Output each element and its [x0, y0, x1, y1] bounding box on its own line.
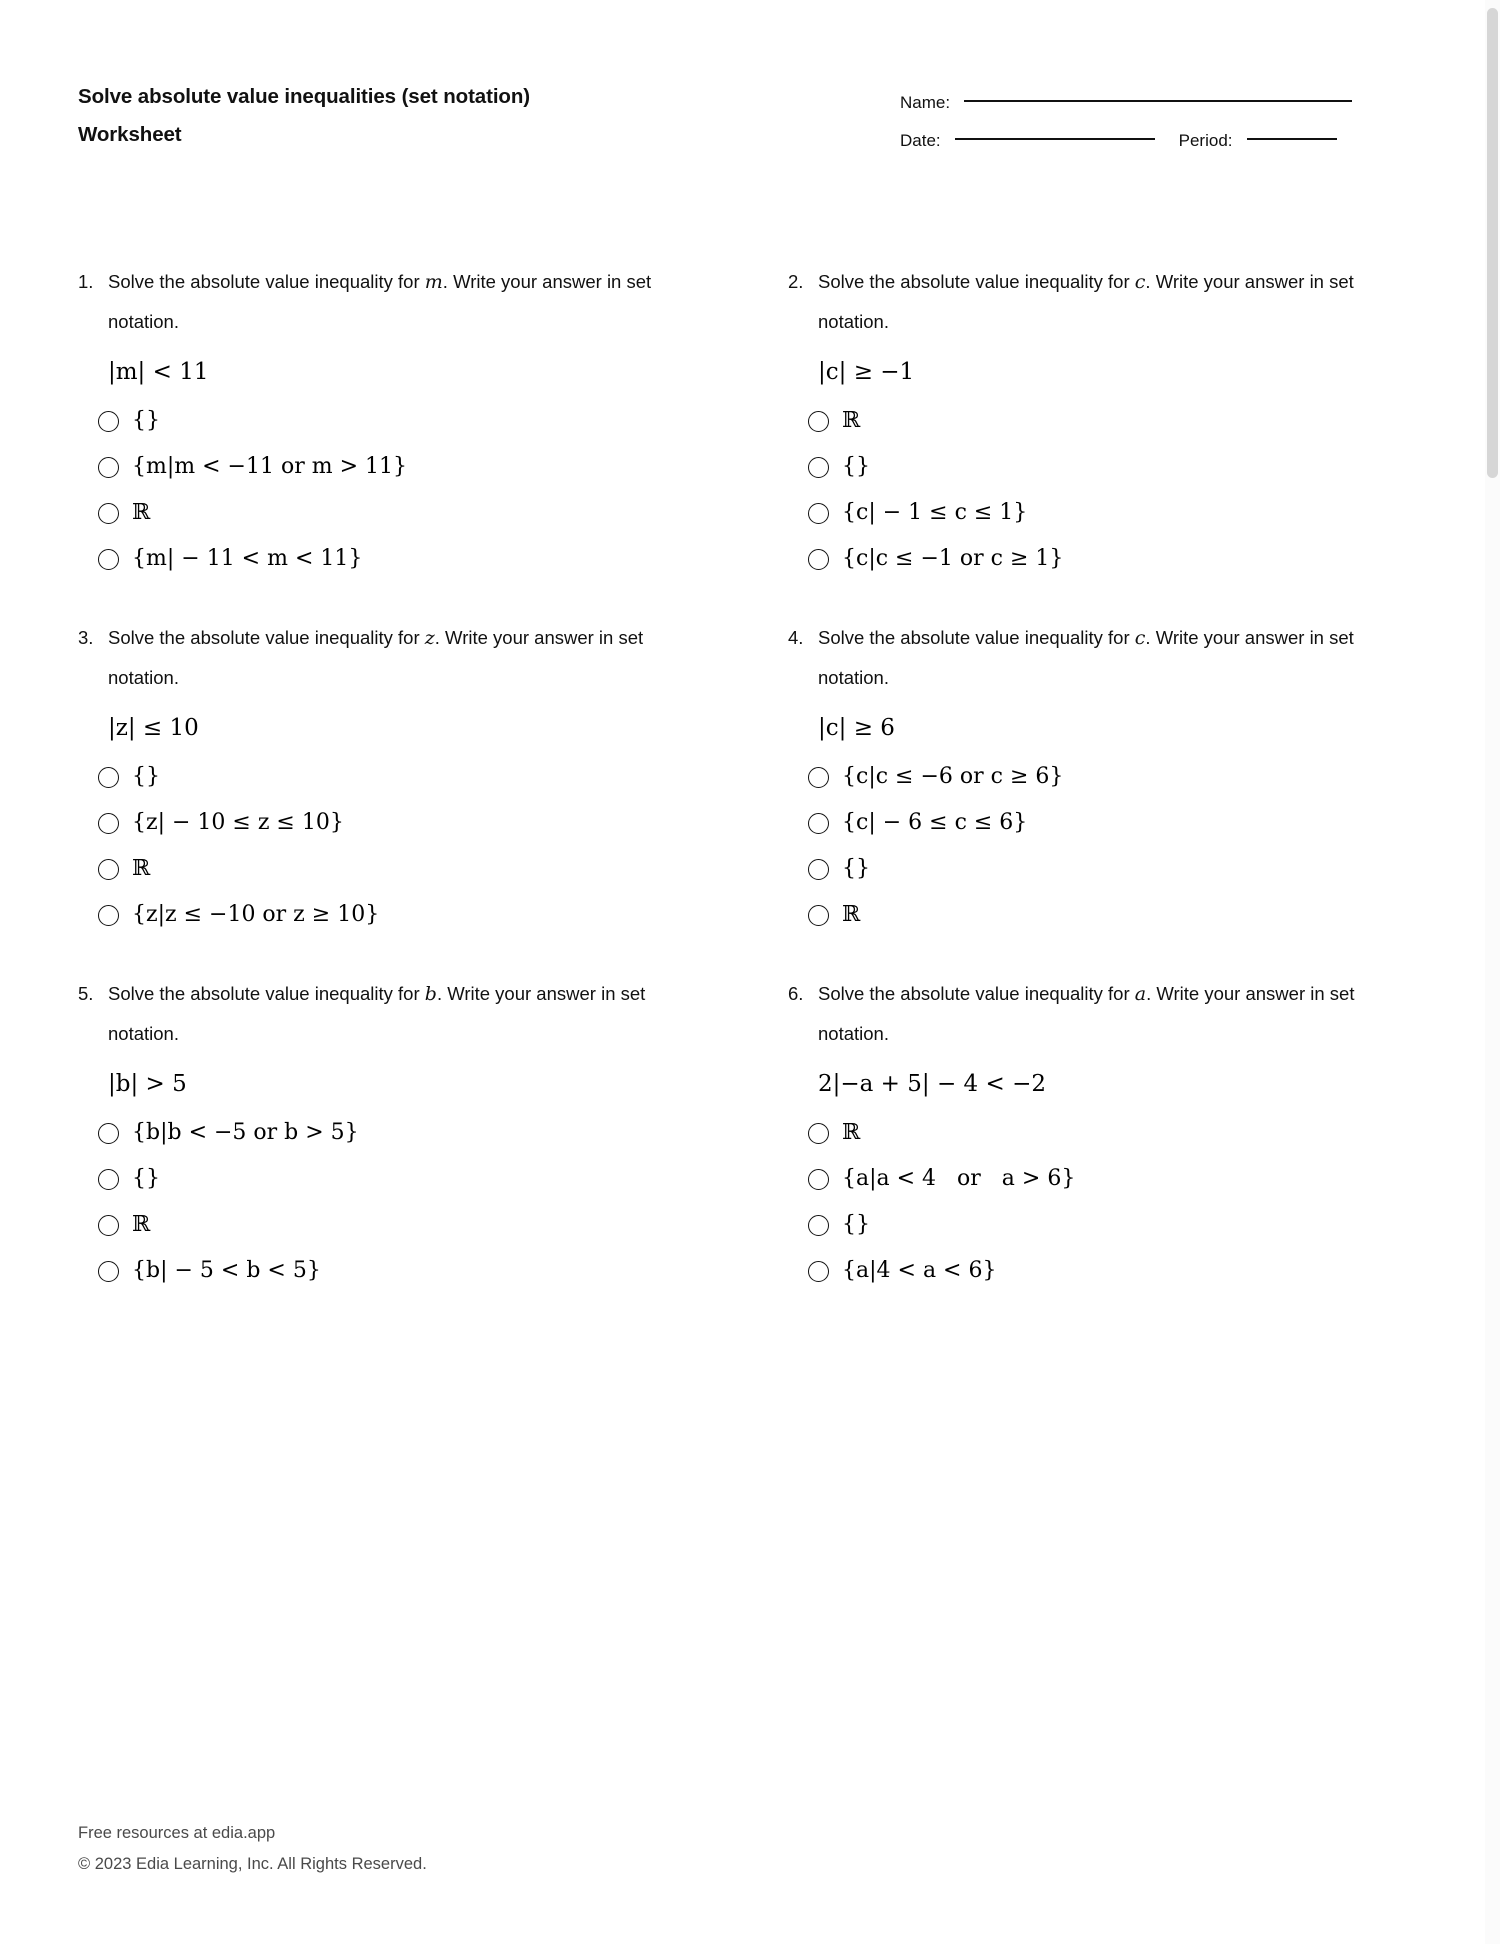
question-4-choices	[788, 754, 1448, 938]
date-period-row	[900, 122, 1420, 160]
question-2-choice-4-label: {c|c ≤ −1 or c ≥ 1}	[842, 546, 1064, 571]
question-6-choice-4[interactable]	[808, 1248, 1448, 1294]
question-5-choice-3-label: ℝ	[132, 1212, 151, 1237]
worksheet-title-line-1: Solve absolute value inequalities (set notation)	[78, 85, 530, 108]
question-3-prompt-after: . Write your answer in set notation.	[108, 627, 644, 688]
question-2-choice-2[interactable]	[808, 444, 1448, 490]
question-4-choice-4-label: ℝ	[842, 902, 861, 927]
radio-icon[interactable]	[808, 1169, 829, 1190]
question-2-variable: c	[1134, 271, 1146, 293]
question-3-choice-2[interactable]	[98, 800, 738, 846]
radio-icon[interactable]	[808, 859, 829, 880]
question-1-expression: |m| < 11	[108, 359, 209, 385]
question-2-choice-1-label: ℝ	[842, 408, 861, 433]
name-row	[900, 84, 1420, 122]
radio-icon[interactable]	[98, 549, 119, 570]
question-3-text	[108, 618, 698, 698]
question-1-variable: m	[424, 271, 443, 293]
radio-icon[interactable]	[808, 1215, 829, 1236]
question-1-choice-2[interactable]	[98, 444, 738, 490]
question-4-text	[818, 618, 1408, 698]
page-title	[78, 78, 718, 154]
question-5-choice-3[interactable]	[98, 1202, 738, 1248]
question-1-prompt-after: . Write your answer in set notation.	[108, 271, 652, 332]
radio-icon[interactable]	[808, 457, 829, 478]
radio-icon[interactable]	[98, 767, 119, 788]
question-1-prompt	[78, 262, 738, 342]
footer-resources-line: Free resources at edia.app	[78, 1824, 276, 1842]
name-label: Name:	[900, 93, 951, 112]
question-3-variable: z	[424, 627, 435, 649]
question-2-prompt-before: Solve the absolute value inequality for	[818, 271, 1135, 292]
question-3-prompt-before: Solve the absolute value inequality for	[108, 627, 425, 648]
question-6-choice-1-label: ℝ	[842, 1120, 861, 1145]
question-5-expression: |b| > 5	[108, 1071, 187, 1097]
question-1-choice-4[interactable]	[98, 536, 738, 582]
question-6-number: 6.	[788, 983, 804, 1004]
question-2-choice-2-label: {}	[842, 454, 870, 479]
question-2-choice-3-label: {c| − 1 ≤ c ≤ 1}	[842, 500, 1028, 525]
question-5-variable: b	[424, 983, 437, 1005]
question-5-prompt-after: . Write your answer in set notation.	[108, 983, 646, 1044]
question-2-text	[818, 262, 1408, 342]
question-5-choice-1-label: {b|b < −5 or b > 5}	[132, 1120, 359, 1145]
question-3-choice-4[interactable]	[98, 892, 738, 938]
question-2-choice-1[interactable]	[808, 398, 1448, 444]
question-6	[788, 974, 1448, 1294]
question-4-prompt	[788, 618, 1448, 698]
footer-copyright-line: © 2023 Edia Learning, Inc. All Rights Reserved.	[78, 1855, 427, 1873]
question-3	[78, 618, 738, 938]
question-6-choice-3-label: {}	[842, 1212, 870, 1237]
question-4-number: 4.	[788, 627, 804, 648]
question-5-text	[108, 974, 698, 1054]
question-1-prompt-before: Solve the absolute value inequality for	[108, 271, 425, 292]
question-4-choice-3[interactable]	[808, 846, 1448, 892]
radio-icon[interactable]	[808, 813, 829, 834]
radio-icon[interactable]	[98, 1215, 119, 1236]
question-3-choice-1-label: {}	[132, 764, 160, 789]
question-4-prompt-after: . Write your answer in set notation.	[818, 627, 1354, 688]
question-5-choice-2-label: {}	[132, 1166, 160, 1191]
date-label: Date:	[900, 131, 941, 150]
radio-icon[interactable]	[98, 457, 119, 478]
radio-icon[interactable]	[808, 1123, 829, 1144]
radio-icon[interactable]	[808, 503, 829, 524]
question-1-choice-1-label: {}	[132, 408, 160, 433]
question-4	[788, 618, 1448, 938]
question-4-variable: c	[1134, 627, 1146, 649]
question-5-number: 5.	[78, 983, 94, 1004]
question-6-choice-4-label: {a|4 < a < 6}	[842, 1258, 997, 1283]
question-3-choice-1[interactable]	[98, 754, 738, 800]
question-3-choice-2-label: {z| − 10 ≤ z ≤ 10}	[132, 810, 344, 835]
question-4-prompt-before: Solve the absolute value inequality for	[818, 627, 1135, 648]
question-1-choice-4-label: {m| − 11 < m < 11}	[132, 546, 363, 571]
question-2-choice-4[interactable]	[808, 536, 1448, 582]
period-input-line[interactable]	[1247, 138, 1337, 140]
question-6-expression: 2|−a + 5| − 4 < −2	[818, 1071, 1046, 1097]
question-2-choice-3[interactable]	[808, 490, 1448, 536]
name-input-line[interactable]	[964, 100, 1352, 102]
question-1-text	[108, 262, 698, 342]
question-5-choice-4-label: {b| − 5 < b < 5}	[132, 1258, 321, 1283]
worksheet-header	[0, 0, 1485, 180]
radio-icon[interactable]	[808, 767, 829, 788]
question-5-choice-1[interactable]	[98, 1110, 738, 1156]
question-6-text	[818, 974, 1408, 1054]
vertical-scrollbar[interactable]	[1485, 0, 1500, 1944]
student-info-block	[900, 84, 1420, 160]
question-6-choice-3[interactable]	[808, 1202, 1448, 1248]
question-4-choice-2-label: {c| − 6 ≤ c ≤ 6}	[842, 810, 1028, 835]
question-2-number: 2.	[788, 271, 804, 292]
question-2-prompt-after: . Write your answer in set notation.	[818, 271, 1354, 332]
question-6-prompt-after: . Write your answer in set notation.	[818, 983, 1355, 1044]
question-6-variable: a	[1134, 983, 1147, 1005]
radio-icon[interactable]	[98, 859, 119, 880]
question-2-prompt	[788, 262, 1448, 342]
question-4-choice-2[interactable]	[808, 800, 1448, 846]
question-3-choices	[78, 754, 738, 938]
question-2	[788, 262, 1448, 582]
question-4-choice-3-label: {}	[842, 856, 870, 881]
question-3-expression: |z| ≤ 10	[108, 715, 199, 741]
question-1-choice-1[interactable]	[98, 398, 738, 444]
question-4-choice-1[interactable]	[808, 754, 1448, 800]
question-2-expression: |c| ≥ −1	[818, 359, 915, 385]
radio-icon[interactable]	[808, 549, 829, 570]
question-3-number: 3.	[78, 627, 94, 648]
question-3-choice-4-label: {z|z ≤ −10 or z ≥ 10}	[132, 902, 380, 927]
question-5-choice-4[interactable]	[98, 1248, 738, 1294]
question-5-prompt-before: Solve the absolute value inequality for	[108, 983, 425, 1004]
radio-icon[interactable]	[98, 1123, 119, 1144]
question-1-number: 1.	[78, 271, 94, 292]
question-3-choice-3-label: ℝ	[132, 856, 151, 881]
radio-icon[interactable]	[808, 1261, 829, 1282]
question-1-choice-3-label: ℝ	[132, 500, 151, 525]
question-5	[78, 974, 738, 1294]
question-5-choices	[78, 1110, 738, 1294]
period-label: Period:	[1178, 131, 1233, 150]
question-6-prompt	[788, 974, 1448, 1054]
question-1-choice-3[interactable]	[98, 490, 738, 536]
question-4-choice-4[interactable]	[808, 892, 1448, 938]
radio-icon[interactable]	[98, 905, 119, 926]
radio-icon[interactable]	[98, 1169, 119, 1190]
question-6-prompt-before: Solve the absolute value inequality for	[818, 983, 1135, 1004]
question-2-choices	[788, 398, 1448, 582]
radio-icon[interactable]	[98, 813, 119, 834]
question-6-choice-1[interactable]	[808, 1110, 1448, 1156]
question-6-choices	[788, 1110, 1448, 1294]
question-5-prompt	[78, 974, 738, 1054]
radio-icon[interactable]	[98, 411, 119, 432]
date-input-line[interactable]	[955, 138, 1155, 140]
scrollbar-thumb[interactable]	[1487, 8, 1498, 478]
radio-icon[interactable]	[808, 411, 829, 432]
question-3-choice-3[interactable]	[98, 846, 738, 892]
question-5-choice-2[interactable]	[98, 1156, 738, 1202]
question-4-choice-1-label: {c|c ≤ −6 or c ≥ 6}	[842, 764, 1064, 789]
question-1-choice-2-label: {m|m < −11 or m > 11}	[132, 454, 407, 479]
question-3-prompt	[78, 618, 738, 698]
questions-grid	[0, 262, 1485, 1330]
radio-icon[interactable]	[98, 503, 119, 524]
radio-icon[interactable]	[808, 905, 829, 926]
worksheet-title-line-2: Worksheet	[78, 123, 182, 146]
radio-icon[interactable]	[98, 1261, 119, 1282]
question-1	[78, 262, 738, 582]
question-1-choices	[78, 398, 738, 582]
question-4-expression: |c| ≥ 6	[818, 715, 895, 741]
question-6-choice-2-label: {a|a < 4 or a > 6}	[842, 1166, 1076, 1191]
page-footer	[78, 1818, 778, 1880]
question-6-choice-2[interactable]	[808, 1156, 1448, 1202]
